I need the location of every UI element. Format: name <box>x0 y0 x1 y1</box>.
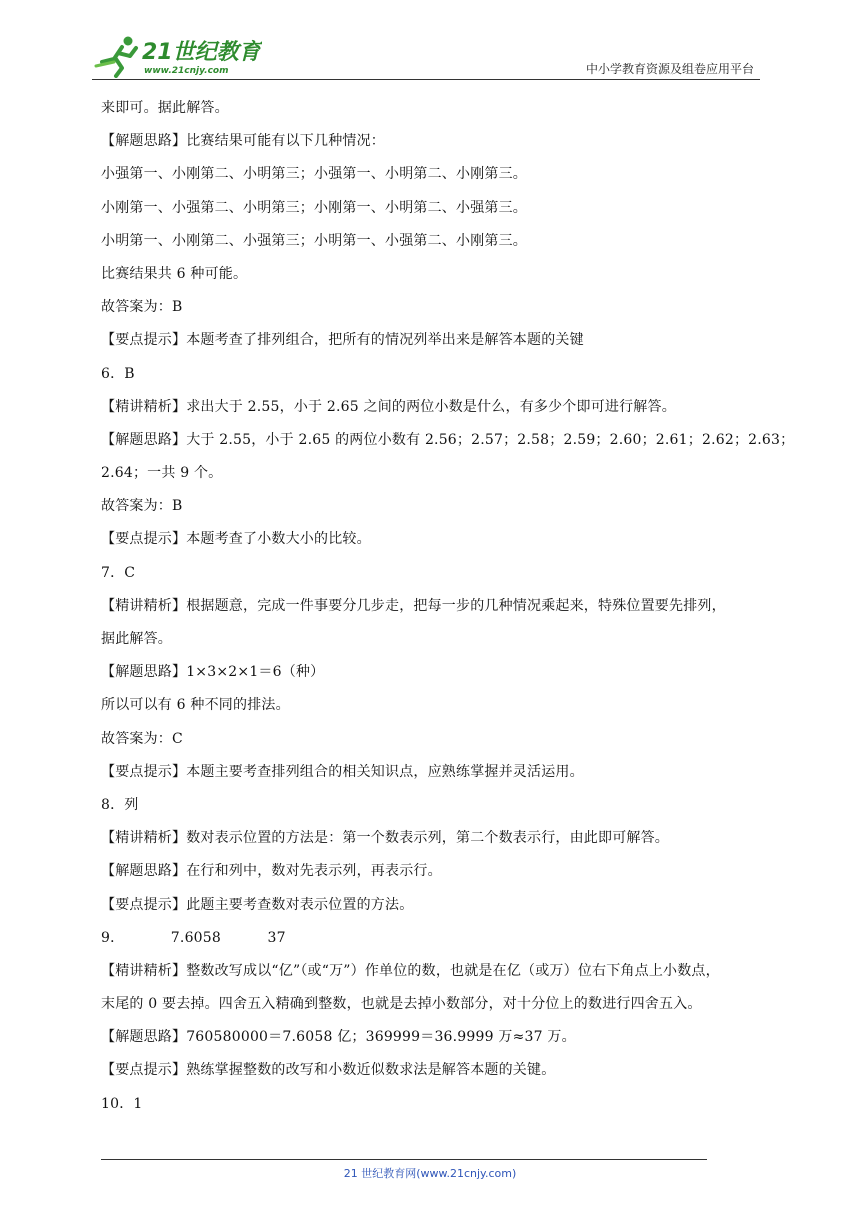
text-line: 据此解答。 <box>101 631 172 647</box>
text-line: 【解题思路】760580000＝7.6058 亿；369999＝36.9999 万≈37 万。 <box>101 1029 576 1046</box>
document-body <box>101 97 795 1126</box>
text-line: 故答案为：C <box>101 730 183 747</box>
text-line: 比赛结果共 6 种可能。 <box>101 265 248 282</box>
text-line: 【要点提示】本题考查了排列组合，把所有的情况列举出来是解答本题的关键 <box>101 332 584 349</box>
text-line: 【解题思路】在行和列中，数对先表示列，再表示行。 <box>101 863 442 880</box>
text-line: 所以可以有 6 种不同的排法。 <box>101 697 290 714</box>
text-line: 【要点提示】本题考查了小数大小的比较。 <box>101 531 371 548</box>
text-line: 来即可。据此解答。 <box>101 100 229 116</box>
question-number: 7．C <box>101 564 136 581</box>
logo <box>92 32 262 78</box>
text-line: 【精讲精析】整数改写成以“亿”（或“万”）作单位的数，也就是在亿（或万）位右下角点上小数点， <box>101 962 720 979</box>
footer-divider <box>101 1159 707 1160</box>
text-line: 小刚第一、小强第二、小明第三；小刚第一、小明第二、小强第三。 <box>101 199 527 216</box>
text-line: 【要点提示】熟练掌握整数的改写和小数近似数求法是解答本题的关键。 <box>101 1062 556 1079</box>
text-line: 【解题思路】1×3×2×1＝6（种） <box>101 664 325 681</box>
question-number: 6．B <box>101 365 135 382</box>
text-line: 【精讲精析】求出大于 2.55，小于 2.65 之间的两位小数是什么，有多少个即可进行解答。 <box>101 398 676 415</box>
running-figure-icon <box>96 37 136 77</box>
header-divider <box>92 79 760 80</box>
question-number: 8．列 <box>101 796 139 813</box>
platform-title: 中小学教育资源及组卷应用平台 <box>585 62 754 76</box>
text-line: 末尾的 0 要去掉。四舍五入精确到整数，也就是去掉小数部分，对十分位上的数进行四舍五入。 <box>101 996 702 1013</box>
logo-url: www.21cnjy.com <box>144 66 229 76</box>
text-line: 故答案为：B <box>101 498 183 515</box>
text-line: 小明第一、小刚第二、小强第三；小明第一、小强第二、小刚第三。 <box>101 232 527 249</box>
footer-link[interactable]: 21 世纪教育网(www.21cnjy.com) <box>343 1167 517 1180</box>
logo-text: 21世纪教育 <box>142 40 261 65</box>
text-line: 故答案为：B <box>101 299 183 316</box>
text-line: 【精讲精析】根据题意，完成一件事要分几步走，把每一步的几种情况乘起来，特殊位置要先排列， <box>101 597 726 614</box>
text-line: 【解题思路】比赛结果可能有以下几种情况： <box>101 133 385 150</box>
question-number: 10．1 <box>101 1095 143 1112</box>
text-line: 【精讲精析】数对表示位置的方法是：第一个数表示列，第二个数表示行，由此即可解答。 <box>101 830 669 847</box>
text-line: 【要点提示】此题主要考查数对表示位置的方法。 <box>101 896 414 913</box>
text-line: 【要点提示】本题主要考查排列组合的相关知识点，应熟练掌握并灵活运用。 <box>101 763 584 780</box>
question-number: 9． 7.6058 37 <box>101 929 286 946</box>
page-header <box>92 28 760 78</box>
text-line: 2.64；一共 9 个。 <box>101 465 223 482</box>
text-line: 【解题思路】大于 2.55，小于 2.65 的两位小数有 2.56；2.57；2.58；2.59；2.60；2.61；2.62；2.63； <box>101 431 795 448</box>
text-line: 小强第一、小刚第二、小明第三；小强第一、小明第二、小刚第三。 <box>101 166 527 183</box>
